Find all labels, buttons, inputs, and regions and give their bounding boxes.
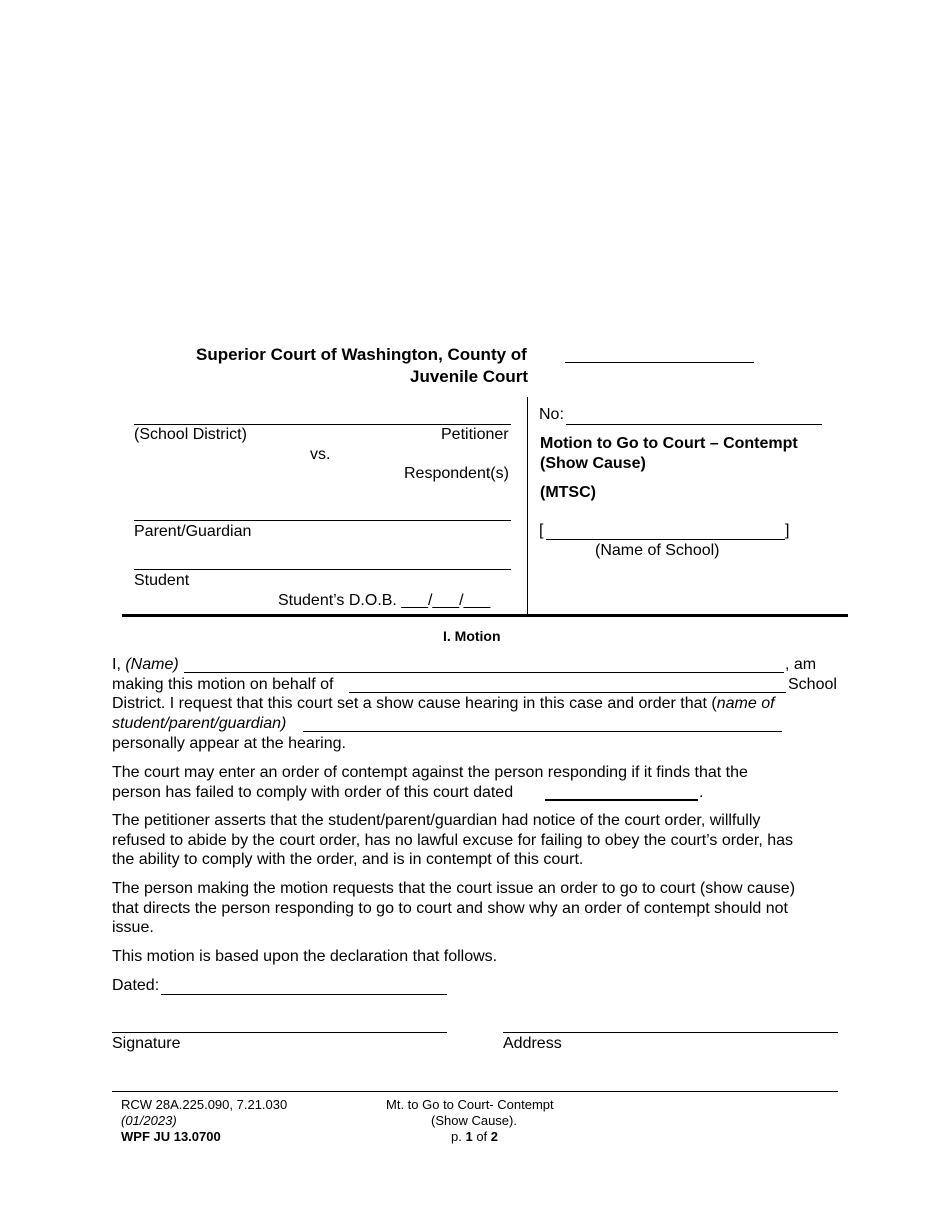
- bracket-close: ]: [785, 522, 790, 539]
- p4-line2: that directs the person responding to go to court and show why an order of contempt should not: [112, 900, 788, 917]
- bracket-open: [: [539, 522, 544, 539]
- p1-line3: [112, 695, 775, 713]
- p1-am-text: , am: [785, 656, 817, 673]
- footer-title-line2: (Show Cause).: [431, 1113, 517, 1128]
- address-line[interactable]: [503, 1032, 838, 1033]
- section-heading: I. Motion: [443, 628, 501, 644]
- caption-bottom-rule: [122, 614, 848, 617]
- p1-line3-text: District. I request that this court set a show cause hearing in this case and order that (: [112, 695, 717, 712]
- p1-name-label: (Name): [125, 656, 179, 673]
- form-title-line2: (Show Cause): [540, 455, 646, 472]
- footer-page-total: 2: [490, 1129, 499, 1144]
- case-number-line[interactable]: [566, 424, 822, 425]
- school-district-line[interactable]: [134, 424, 511, 425]
- p4-line1: The person making the motion requests that the court issue an order to go to court (show cause): [112, 880, 796, 897]
- footer-form-number: WPF JU 13.0700: [121, 1129, 221, 1144]
- order-date-line[interactable]: [545, 799, 698, 801]
- dated-line[interactable]: [161, 994, 447, 995]
- county-blank-line[interactable]: [565, 362, 754, 363]
- form-title-line1: Motion to Go to Court – Contempt: [540, 435, 798, 452]
- p3-line2: refused to abide by the court order, has no lawful excuse for failing to obey the court’s order, has: [112, 832, 793, 849]
- address-label: Address: [503, 1035, 562, 1052]
- student-dob-label: Student’s D.O.B. ___/___/___: [278, 592, 491, 609]
- school-district-name-line[interactable]: [349, 692, 786, 693]
- dated-label: Dated:: [112, 977, 160, 994]
- signature-line[interactable]: [112, 1032, 447, 1033]
- footer-rcw: RCW 28A.225.090, 7.21.030: [121, 1097, 288, 1112]
- footer-page-number: [451, 1129, 498, 1145]
- caption-divider: [527, 397, 528, 615]
- school-name-label: (Name of School): [595, 542, 720, 559]
- respondent-name-line[interactable]: [303, 731, 782, 732]
- p1-i-text: I,: [112, 656, 126, 673]
- p1-line4-italic: student/parent/guardian): [112, 715, 287, 732]
- footer-rule: [112, 1091, 838, 1092]
- footer-title-line1: Mt. to Go to Court- Contempt: [386, 1097, 554, 1112]
- p5: This motion is based upon the declaration that follows.: [112, 948, 498, 965]
- p1-line3-italic: name of: [716, 695, 775, 712]
- p1-line1: [112, 656, 179, 674]
- footer-page-of: of: [472, 1129, 491, 1144]
- name-line[interactable]: [184, 672, 784, 673]
- petitioner-role-label: Petitioner: [441, 426, 509, 443]
- school-name-line[interactable]: [546, 539, 785, 540]
- form-abbreviation: (MTSC): [540, 484, 596, 501]
- student-label: Student: [134, 572, 190, 589]
- p1-line5: personally appear at the hearing.: [112, 735, 346, 752]
- footer-page-prefix: p.: [451, 1129, 466, 1144]
- footer-date: (01/2023): [121, 1113, 177, 1128]
- vs-label: vs.: [310, 446, 331, 463]
- signature-label: Signature: [112, 1035, 181, 1052]
- parent-guardian-line[interactable]: [134, 520, 511, 521]
- parent-guardian-label: Parent/Guardian: [134, 523, 252, 540]
- p2-line2: person has failed to comply with order of this court dated: [112, 784, 514, 801]
- p1-line2-text: making this motion on behalf of: [112, 676, 334, 693]
- p2-line1: The court may enter an order of contempt against the person responding if it finds that the: [112, 764, 748, 781]
- petitioner-party-label: (School District): [134, 426, 247, 443]
- p3-line1: The petitioner asserts that the student/parent/guardian had notice of the court order, willfully: [112, 812, 761, 829]
- p1-school-text: School: [788, 676, 837, 693]
- student-line[interactable]: [134, 569, 511, 570]
- court-subtitle: Juvenile Court: [410, 367, 529, 386]
- p2-end: .: [699, 784, 704, 801]
- footer-page-current: 1: [465, 1129, 473, 1144]
- p3-line3: the ability to comply with the order, and is in contempt of this court.: [112, 851, 584, 868]
- case-number-label: No:: [539, 406, 564, 423]
- p4-line3: issue.: [112, 919, 154, 936]
- court-title: Superior Court of Washington, County of: [196, 345, 527, 364]
- respondent-role-label: Respondent(s): [404, 465, 509, 482]
